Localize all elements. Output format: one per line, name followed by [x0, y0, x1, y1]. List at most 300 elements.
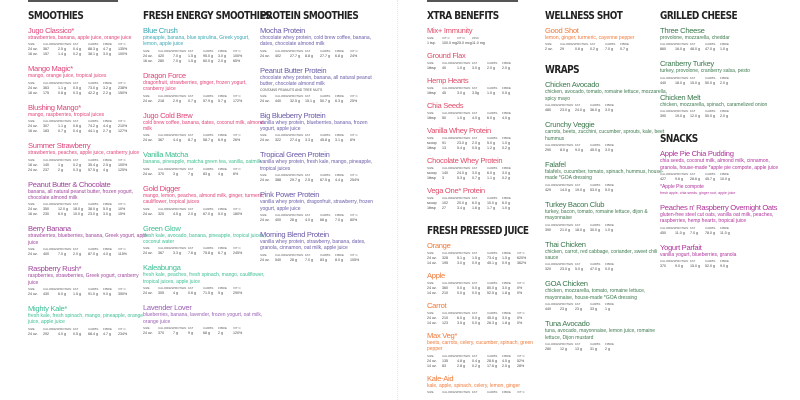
nutrition-header: FAT — [305, 252, 311, 257]
nutrition-value: 100% — [233, 53, 243, 58]
nutrition-value: 1.4 g — [58, 52, 66, 57]
item-name: Morning Blend Protein — [260, 230, 329, 240]
nutrition-header: FIBRE — [103, 157, 112, 162]
nutrition-header: CARBS — [203, 246, 214, 251]
nutrition-table — [660, 109, 782, 119]
nutrition-value: 2.0 g — [218, 58, 226, 63]
nutrition-value: 24 oz. — [28, 47, 38, 52]
nutrition-header: FAT — [472, 111, 478, 115]
menu-section — [28, 10, 150, 337]
nutrition-value: 2.0 g — [720, 80, 728, 85]
nutrition-header: PROTEIN — [173, 246, 187, 251]
nutrition-value: 24.0 g — [457, 171, 467, 175]
nutrition-value: 11.0 g — [675, 230, 685, 235]
nutrition-header: VIT C — [517, 311, 525, 315]
nutrition-header: VIT C — [233, 48, 241, 53]
nutrition-value: 73.0 g — [88, 85, 98, 90]
nutrition-value: 7.0 g — [690, 230, 698, 235]
nutrition-header: CARBS — [705, 42, 716, 47]
nutrition-value: 0.6 g — [73, 124, 81, 129]
nutrition-value: 24 oz. — [143, 53, 153, 58]
nutrition-value: 450 — [660, 230, 666, 235]
nutrition-value: 135% — [118, 47, 128, 52]
nutrition-header: SIZE — [427, 61, 434, 65]
item-name: Carrot — [427, 301, 447, 310]
nutrition-table — [545, 223, 667, 233]
nutrition-header: FAT — [690, 172, 696, 177]
menu-item — [260, 230, 382, 263]
nutrition-header: FAT — [305, 93, 311, 98]
nutrition-value: 7.0 g — [173, 58, 181, 63]
nutrition-header: PROTEIN — [290, 133, 304, 138]
nutrition-value: 24 oz. — [427, 286, 437, 290]
menu-item — [260, 150, 382, 183]
nutrition-header: SIZE — [28, 80, 35, 85]
nutrition-header: CARBS — [605, 42, 616, 47]
item-name: Good Shot — [545, 26, 579, 35]
nutrition-value: 420 — [158, 53, 164, 58]
nutrition-value: 65% — [233, 58, 241, 63]
nutrition-value: 210 — [442, 316, 448, 320]
nutrition-header: SIZE — [28, 202, 35, 207]
nutrition-header: CARBS — [487, 251, 498, 255]
nutrition-value: 388 — [275, 178, 281, 183]
nutrition-value: 0.6 g — [575, 47, 583, 52]
nutrition-value: 16 oz. — [28, 162, 38, 167]
nutrition-value: 23.0 g — [560, 108, 570, 113]
nutrition-value: 28.6 g — [690, 177, 700, 182]
nutrition-header: FAT — [188, 326, 194, 331]
nutrition-value: 5.1 g — [457, 256, 465, 260]
menu-item — [545, 319, 667, 352]
nutrition-table — [28, 202, 150, 217]
item-ingredients: vanilla whey protein, strawberry, banana, dates, granola, cinnamon, oat milk, apple juice — [260, 239, 366, 252]
nutrition-value: 100.0 mg — [442, 41, 457, 45]
menu-section — [260, 10, 382, 263]
nutrition-value: 24 oz. — [260, 98, 270, 103]
nutrition-value: 33 g — [590, 307, 597, 312]
nutrition-value: 24 oz. — [143, 98, 153, 103]
nutrition-value: 24 oz. — [28, 124, 38, 129]
nutrition-header: CALORIES — [43, 202, 59, 207]
item-ingredients: carrots, beets, zucchini, cucumber, sprouts, kale, beet hummus — [545, 129, 665, 142]
footnote-text: fresh apple, chia seeds, ginger root, apple juice — [660, 191, 736, 196]
nutrition-value: 27.7 g — [290, 53, 300, 58]
nutrition-table — [545, 143, 667, 153]
nutrition-header: CARBS — [203, 326, 214, 331]
item-name: GOA Chicken — [545, 279, 588, 289]
nutrition-header: CARBS — [203, 286, 214, 291]
nutrition-header: CARBS — [203, 166, 214, 171]
nutrition-value: 24 oz. — [28, 252, 38, 257]
item-ingredients: chicken, avocado, tomato, romaine lettuce, mozzarella, spicy mayo — [545, 89, 668, 102]
nutrition-value: 52% — [517, 358, 525, 363]
menu-section — [660, 10, 782, 119]
item-name: Vanilla Matcha — [143, 150, 189, 160]
nutrition-value: 28.6 g — [487, 358, 497, 363]
item-name: Thai Chicken — [545, 239, 586, 249]
nutrition-header: CARBS — [487, 281, 498, 285]
nutrition-table — [28, 42, 150, 57]
nutrition-header: SIZE — [260, 252, 267, 257]
nutrition-header: SIZE — [427, 166, 434, 170]
nutrition-value: 24 oz. — [143, 171, 153, 176]
menu-item — [28, 304, 150, 337]
nutrition-value: 238% — [118, 85, 128, 90]
nutrition-value: 45.1 g — [487, 261, 497, 265]
nutrition-header: PROTEIN — [58, 247, 72, 252]
nutrition-header: CARBS — [88, 247, 99, 252]
nutrition-value: 367 — [158, 251, 164, 256]
nutrition-header: VIT C — [233, 286, 241, 291]
nutrition-header: PROTEIN — [560, 342, 574, 347]
nutrition-value: 9 g — [188, 331, 193, 336]
nutrition-value: 6.9 g — [218, 138, 226, 143]
nutrition-value: 3.5g — [472, 91, 479, 95]
nutrition-value: 19.0 g — [575, 187, 585, 192]
footnote-title: *Apple Pie compote — [660, 184, 704, 191]
nutrition-header: FAT — [305, 133, 311, 138]
nutrition-value: 16 oz. — [28, 90, 38, 95]
nutrition-header: PROTEIN — [58, 42, 72, 47]
section-title: FRESH ENERGY SMOOTHIES — [143, 10, 271, 22]
nutrition-header: CALORIES — [442, 86, 458, 90]
nutrition-value: 0.0 g — [457, 291, 465, 295]
item-ingredients: tuna, avocado, mayonnaise, lemon juice, romaine lettuce, Dijon mustard — [545, 328, 656, 341]
nutrition-value: 363 — [43, 85, 49, 90]
menu-item — [28, 180, 150, 218]
nutrition-header: FIBRE — [605, 182, 614, 187]
nutrition-table — [28, 119, 150, 134]
nutrition-header: VIT C — [517, 353, 525, 358]
nutrition-header: CALORIES — [43, 157, 59, 162]
menu-item — [660, 59, 782, 85]
nutrition-header: FIBRE — [218, 93, 227, 98]
nutrition-header: CALORIES — [43, 287, 59, 292]
nutrition-table — [427, 86, 549, 96]
nutrition-header: PROTEIN — [457, 390, 471, 395]
nutrition-value: 7.0 g — [173, 53, 181, 58]
nutrition-value: 20.0 g — [457, 201, 467, 205]
nutrition-value: 3.0 g — [502, 171, 510, 175]
nutrition-value: 2.5 g — [305, 178, 313, 183]
nutrition-value: 140 — [43, 162, 49, 167]
nutrition-header: CALORIES — [660, 172, 676, 177]
nutrition-value: 360 — [442, 286, 448, 290]
nutrition-value: 4.0 g — [472, 116, 480, 120]
nutrition-header: FIBRE — [502, 136, 511, 140]
item-name: Mix+ Immunity — [427, 26, 473, 35]
nutrition-value: 2.0 g — [472, 141, 480, 145]
nutrition-table — [260, 253, 382, 263]
nutrition-header: VIT C — [233, 206, 241, 211]
nutrition-header: PROTEIN — [290, 93, 304, 98]
nutrition-header: PROTEIN — [675, 109, 689, 114]
nutrition-value: 52.5 g — [487, 291, 497, 295]
nutrition-value: 21.0 g — [560, 227, 570, 232]
nutrition-value: 24 oz. — [28, 207, 38, 212]
nutrition-value: 4.4 g — [335, 178, 343, 183]
item-name: Turkey Bacon Club — [545, 199, 605, 209]
nutrition-header: SIZE — [427, 251, 434, 255]
nutrition-value: 28 g — [290, 257, 297, 262]
nutrition-table — [260, 173, 382, 183]
nutrition-value: 11.0 g — [720, 230, 730, 235]
item-name: Tropical Green Protein — [260, 150, 330, 160]
section-title: WRAPS — [545, 64, 580, 77]
item-name: Mocha Protein — [260, 26, 306, 35]
nutrition-value: 245% — [233, 251, 243, 256]
nutrition-value: 218 — [158, 98, 164, 103]
menu-item — [427, 51, 549, 71]
nutrition-value: 24 oz. — [143, 251, 153, 256]
item-name: Raspberry Rush* — [28, 264, 82, 274]
nutrition-header: FAT — [472, 196, 478, 200]
nutrition-value: 3.3 g — [305, 138, 313, 143]
nutrition-header: SIZE — [143, 166, 150, 171]
nutrition-value: 68.4 g — [88, 331, 98, 336]
nutrition-value: 400 — [43, 252, 49, 257]
nutrition-value: 5.4 g — [457, 146, 465, 150]
nutrition-header: CARBS — [320, 133, 331, 138]
nutrition-table — [427, 61, 549, 71]
item-ingredients: vanilla whey protein, fresh kale, mango, pineapple, tropical juices — [260, 159, 373, 172]
nutrition-value: 3.0 g — [103, 212, 111, 217]
nutrition-value: 2.5 g — [103, 162, 111, 167]
menu-item — [545, 240, 667, 273]
nutrition-header: PROTEIN — [173, 326, 187, 331]
nutrition-header: SIZE — [143, 246, 150, 251]
nutrition-header: CALORIES — [560, 42, 576, 47]
nutrition-header: VIT C — [350, 173, 358, 178]
nutrition-value: 2.2 g — [103, 90, 111, 95]
nutrition-header: VIT C — [517, 390, 525, 395]
nutrition-header: CARBS — [320, 173, 331, 178]
item-ingredients: vanilla whey protein, dragonfruit, strawberry, frozen yogurt, apple juice — [260, 199, 374, 212]
nutrition-value: 292 — [43, 331, 49, 336]
nutrition-table — [545, 262, 667, 272]
nutrition-header: FAT — [305, 48, 311, 53]
nutrition-table — [427, 311, 549, 326]
nutrition-value: 24 oz. — [143, 291, 153, 296]
nutrition-value: 3.2 g — [103, 85, 111, 90]
menu-item — [260, 190, 382, 223]
nutrition-value: 237 — [43, 167, 49, 172]
nutrition-header: FIBRE — [103, 247, 112, 252]
menu-item — [660, 93, 782, 119]
menu-column-2 — [143, 10, 271, 343]
nutrition-value: 9.0 g — [103, 292, 111, 297]
nutrition-table — [660, 76, 782, 86]
nutrition-value: 47.0 g — [590, 267, 600, 272]
nutrition-header: CARBS — [88, 202, 99, 207]
nutrition-header: CALORIES — [275, 133, 291, 138]
nutrition-value: 1.8 g — [502, 291, 510, 295]
item-ingredients: vanilla yogurt, blueberries, granola — [660, 251, 737, 258]
nutrition-value: 440 — [660, 80, 666, 85]
nutrition-value: 7.0 g — [605, 47, 613, 52]
nutrition-header: FAT — [472, 281, 478, 285]
nutrition-header: CALORIES — [545, 103, 561, 108]
nutrition-value: 0.4 g — [472, 358, 480, 363]
nutrition-table — [545, 302, 667, 312]
nutrition-value: 0.0 g — [472, 316, 480, 320]
nutrition-header: CALORIES — [158, 48, 174, 53]
nutrition-header: FAT — [73, 42, 79, 47]
menu-item — [545, 160, 667, 193]
nutrition-value: 7.0 g — [305, 257, 313, 262]
nutrition-value: 45.8 g — [320, 138, 330, 143]
nutrition-header: FIBRE — [218, 326, 227, 331]
item-ingredients: kale, apple, spinach, celery, lemon, ginger — [427, 382, 521, 389]
nutrition-header: CALORIES — [275, 173, 291, 178]
menu-column-4 — [427, 10, 549, 400]
nutrition-value: 2.5 g — [58, 47, 66, 52]
item-ingredients: mango, lemon, peaches, almond milk, ginger, turmeric, cauliflower, tropical juices — [143, 192, 265, 206]
nutrition-value: 307 — [43, 124, 49, 129]
nutrition-value: 35.4 g — [88, 162, 98, 167]
nutrition-header: FIBRE — [502, 86, 511, 90]
nutrition-header: CALORIES — [442, 251, 458, 255]
nutrition-value: 45 — [442, 91, 446, 95]
nutrition-header: VIT C — [233, 133, 241, 138]
nutrition-value: 4.5 g — [502, 358, 510, 363]
nutrition-header: FAT — [188, 93, 194, 98]
nutrition-header: CARBS — [487, 390, 498, 395]
nutrition-value: 430 — [43, 292, 49, 297]
nutrition-value: 29.7 g — [290, 178, 300, 183]
nutrition-value: 23 g — [560, 307, 567, 312]
nutrition-value: 440 — [545, 307, 551, 312]
nutrition-header: FAT — [73, 119, 79, 124]
nutrition-header: FAT — [472, 86, 478, 90]
nutrition-value: 8.8 g — [305, 53, 313, 58]
nutrition-header: FIBRE — [218, 48, 227, 53]
menu-item — [545, 200, 667, 233]
nutrition-header: CALORIES — [545, 342, 561, 347]
nutrition-header: SIZE — [427, 111, 434, 115]
nutrition-value: 83 g — [203, 171, 210, 176]
nutrition-header: FIBRE — [720, 42, 729, 47]
nutrition-header: VIT C — [350, 252, 358, 257]
nutrition-value: 95.0 g — [203, 53, 213, 58]
nutrition-value: 0.7 g — [58, 129, 66, 134]
nutrition-header: CALORIES — [158, 206, 174, 211]
nutrition-header: CALORIES — [158, 246, 174, 251]
nutrition-header: PROTEIN — [560, 143, 574, 148]
nutrition-value: 0.2 g — [590, 47, 598, 52]
nutrition-value: 16.0 g — [675, 47, 685, 52]
nutrition-value: 4 g — [173, 291, 178, 296]
nutrition-value: 0.2 g — [502, 176, 510, 180]
menu-section — [427, 10, 549, 211]
nutrition-header: FAT — [472, 390, 478, 395]
nutrition-value: 24 oz. — [260, 178, 270, 183]
nutrition-header: FAT — [472, 251, 478, 255]
nutrition-header: CALORIES — [660, 225, 676, 230]
item-ingredients: falafels, cucumber, tomato, spinach, hummus, house-made *GOA dressing — [545, 169, 664, 182]
item-ingredients: chicken, carrot, red cabbage, coriander, sweet chili sauce — [545, 248, 658, 262]
nutrition-header: CALORIES — [158, 93, 174, 98]
nutrition-value: 3.0 g — [103, 52, 111, 57]
menu-item — [28, 103, 150, 134]
nutrition-header: CALORIES — [43, 247, 59, 252]
nutrition-header: VIT C — [350, 93, 358, 98]
nutrition-header: CARBS — [590, 182, 601, 187]
page-fold-divider — [397, 0, 398, 400]
nutrition-header: FAT — [575, 143, 581, 148]
item-name: Pink Power Protein — [260, 190, 320, 200]
nutrition-header: FAT — [73, 80, 79, 85]
nutrition-header: CALORIES — [158, 166, 174, 171]
nutrition-value: 12.0 g — [690, 114, 700, 119]
nutrition-header: PROTEIN — [173, 48, 187, 53]
nutrition-value: 0.5 g — [472, 146, 480, 150]
menu-item — [427, 101, 549, 121]
nutrition-value: 13 g — [575, 347, 582, 352]
nutrition-header: FAT — [188, 133, 194, 138]
nutrition-table — [28, 247, 150, 257]
item-ingredients: strawberries, blueberries, banana, Greek yogurt, apple juice — [28, 233, 149, 246]
nutrition-value: 183 — [43, 129, 49, 134]
nutrition-header: CALORIES — [545, 182, 561, 187]
item-name: Green Glow — [143, 223, 181, 233]
nutrition-table — [260, 213, 382, 223]
nutrition-value: 440 — [275, 98, 281, 103]
nutrition-value: 24 oz. — [28, 167, 38, 172]
nutrition-table — [427, 36, 549, 46]
nutrition-header: FIBRE — [218, 286, 227, 291]
nutrition-header: FIBRE — [103, 326, 112, 331]
nutrition-value: 6% — [350, 138, 356, 143]
nutrition-value: 2.8 g — [457, 363, 465, 368]
nutrition-value: 26% — [233, 138, 241, 143]
nutrition-value: 620% — [517, 256, 527, 260]
nutrition-header: CARBS — [590, 222, 601, 227]
nutrition-header: SIZE — [28, 287, 35, 292]
item-ingredients: chia seeds, coconut milk, almond milk, cinnamon, granola, house-made *apple pie compote, apple juice — [660, 158, 779, 171]
nutrition-header: SIZE — [28, 247, 35, 252]
nutrition-header: FIBRE — [502, 111, 511, 115]
nutrition-value: 125% — [118, 167, 128, 172]
menu-item — [427, 271, 549, 296]
nutrition-value: 0.3 g — [73, 90, 81, 95]
menu-item — [545, 26, 667, 52]
nutrition-table — [28, 327, 150, 337]
nutrition-header: PROTEIN — [675, 259, 689, 264]
allergen-note: CONTAINS PEANUTS AND TREE NUTS — [260, 87, 323, 92]
nutrition-header: FAT — [73, 287, 79, 292]
item-name: Gold Digger — [143, 183, 181, 193]
nutrition-value: 860 — [660, 47, 666, 52]
nutrition-value: 40 — [442, 66, 446, 70]
nutrition-header: FAT — [472, 61, 478, 65]
item-name: Kaleabunga — [143, 263, 181, 273]
nutrition-header: FIBRE — [620, 42, 629, 47]
nutrition-value: 0.2 g — [73, 52, 81, 57]
nutrition-value: 1.0 g — [502, 206, 510, 210]
nutrition-header: SIZE — [427, 136, 434, 140]
nutrition-header: CALORIES — [660, 42, 676, 47]
nutrition-value: 18.0 g — [73, 207, 83, 212]
nutrition-table — [28, 81, 150, 96]
nutrition-value: 27.4 g — [290, 138, 300, 143]
nutrition-value: 0.5 g — [73, 331, 81, 336]
nutrition-header: FIBRE — [335, 93, 344, 98]
nutrition-value: 14 oz. — [427, 261, 437, 265]
nutrition-value: 0.5 g — [73, 85, 81, 90]
section-title: FRESH PRESSED JUICE — [427, 225, 529, 237]
